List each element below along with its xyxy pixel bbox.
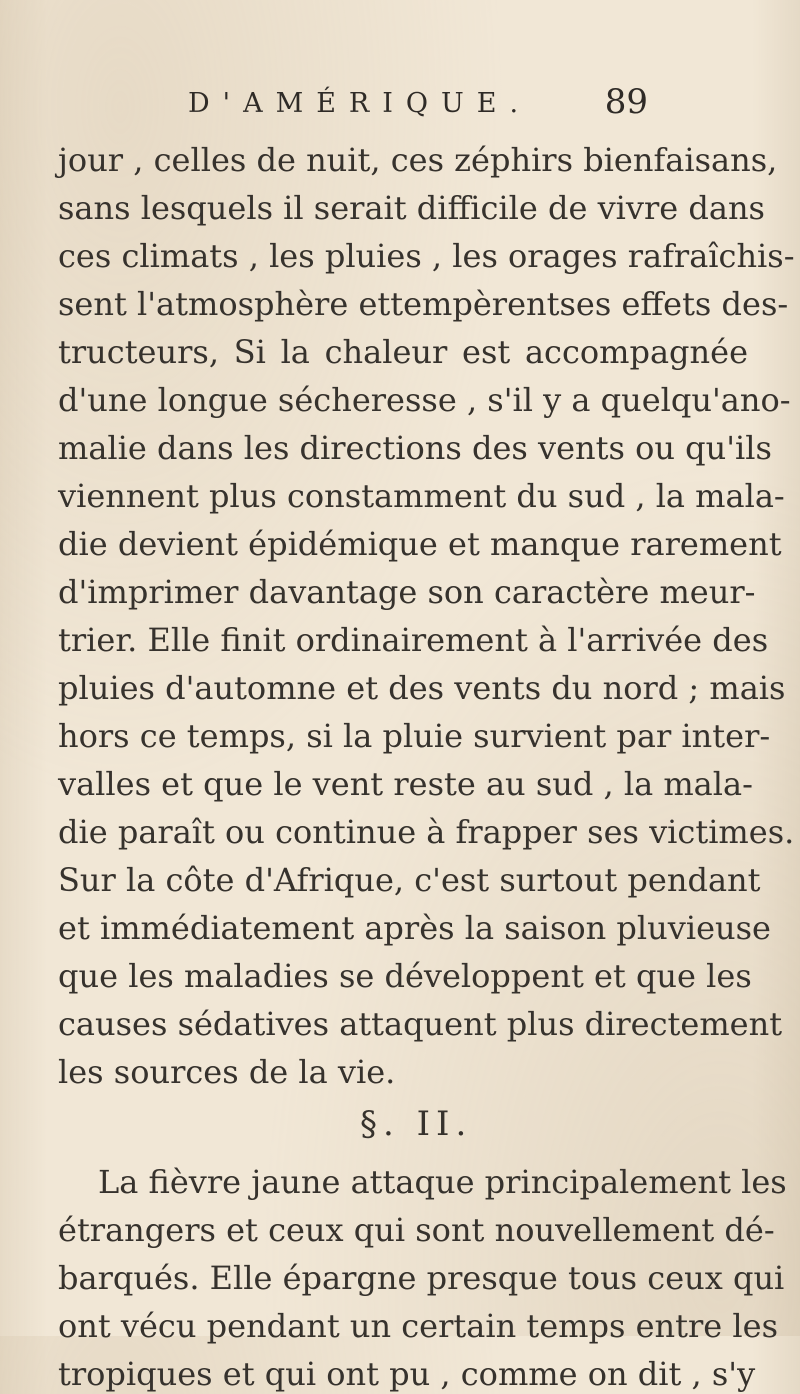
- text-line: que les maladies se développent et que les: [58, 957, 752, 995]
- running-head: [0, 82, 800, 138]
- text-line: Sur la côte d'Afrique, c'est surtout pendant: [58, 861, 761, 899]
- page-number: 89: [604, 82, 648, 122]
- text-line: étrangers et ceux qui sont nouvellement dé-: [58, 1211, 775, 1249]
- text-line: causes sédatives attaquent plus directement: [58, 1005, 783, 1043]
- text-line: valles et que le vent reste au sud , la mala-: [58, 765, 753, 803]
- text-line: pluies d'automne et des vents du nord ; mais: [58, 669, 786, 707]
- text-line: viennent plus constamment du sud , la mala-: [58, 477, 785, 515]
- text-line: d'imprimer davantage son caractère meur-: [58, 573, 756, 611]
- text-line: d'une longue sécheresse , s'il y a quelqu'ano-: [58, 381, 791, 419]
- text-line: les sources de la vie.: [58, 1053, 396, 1091]
- text-line: tructeurs, Si la chaleur est accompagnée: [58, 333, 748, 371]
- text-line: ces climats , les pluies , les orages rafraîchis-: [58, 237, 795, 275]
- text-line: trier. Elle finit ordinairement à l'arrivée des: [58, 621, 769, 659]
- text-line: tropiques et qui ont pu , comme on dit , s'y: [58, 1355, 756, 1393]
- text-line: ont vécu pendant un certain temps entre les: [58, 1307, 778, 1345]
- running-head-title: D'AMÉRIQUE.: [188, 88, 532, 119]
- text-line: sent l'atmosphère ettempèrentses effets des-: [58, 285, 789, 323]
- text-line: sans lesquels il serait difficile de vivre dans: [58, 189, 765, 227]
- text-line: La fièvre jaune attaque principalement les: [98, 1163, 787, 1201]
- text-line: jour , celles de nuit, ces zéphirs bienfaisans,: [58, 141, 778, 179]
- section-heading: §. II.: [360, 1104, 473, 1144]
- text-line: die paraît ou continue à frapper ses victimes.: [58, 813, 795, 851]
- text-line: barqués. Elle épargne presque tous ceux qui: [58, 1259, 785, 1297]
- text-line: hors ce temps, si la pluie survient par inter-: [58, 717, 771, 755]
- text-line: et immédiatement après la saison pluvieuse: [58, 909, 771, 947]
- text-line: malie dans les directions des vents ou qu'ils: [58, 429, 772, 467]
- text-line: die devient épidémique et manque rarement: [58, 525, 782, 563]
